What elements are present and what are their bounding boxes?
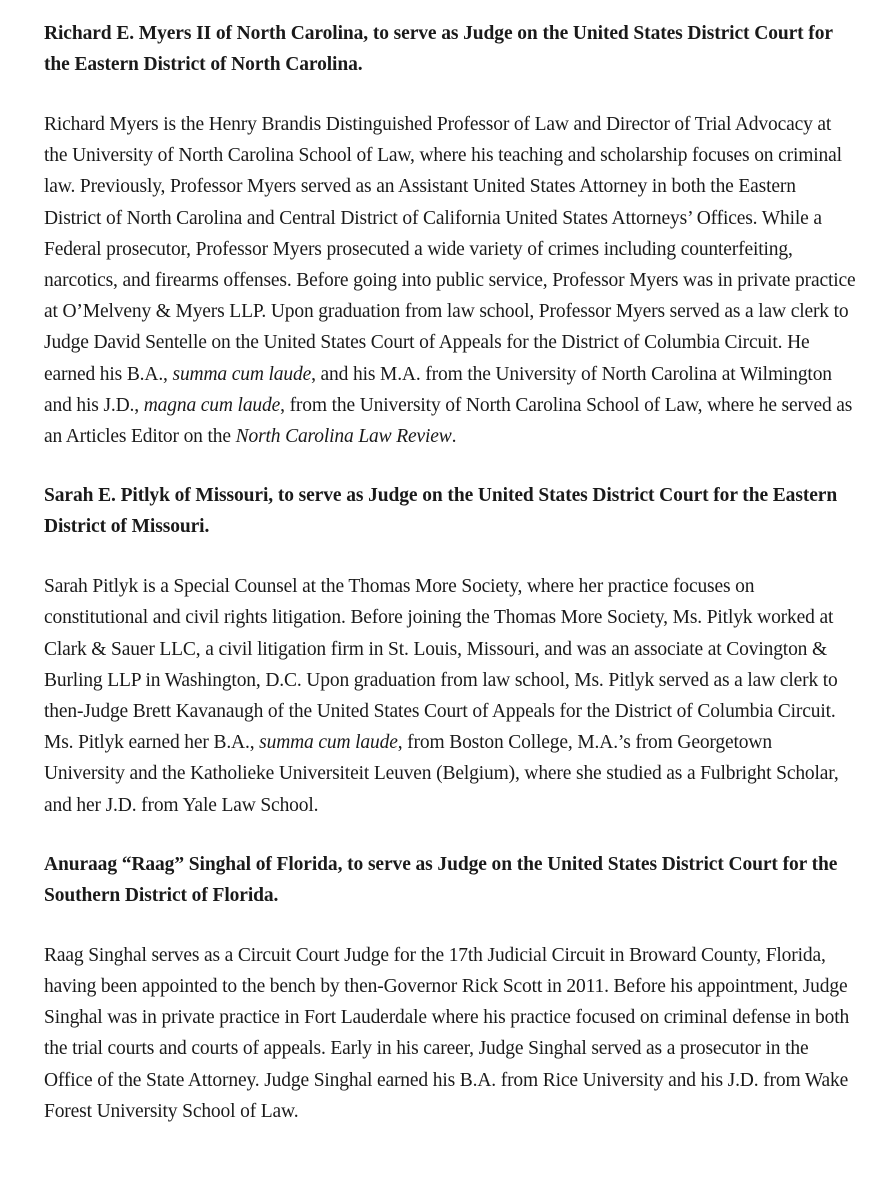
bio-italic-text: summa cum laude xyxy=(172,363,312,385)
nominee-section-myers xyxy=(44,18,856,452)
bio-text: Sarah Pitlyk is a Special Counsel at the Thomas More Society, where her practice focuses on constitutional and civil rights litigation. Before joining the Thomas More Society, Ms. Pitlyk worked at Clark & Sauer LLC, a civil litigation firm in St. Louis, Missouri, and was an associate at Covington & Burling LLP in Washington, D.C. Upon graduation from law school, Ms. Pitlyk served as a law clerk to then-Judge Brett Kavanaugh of the United States Court of Appeals for the District of Columbia Circuit. Ms. Pitlyk earned her B.A., xyxy=(44,576,838,754)
nominee-heading: Sarah E. Pitlyk of Missouri, to serve as Judge on the United States District Court for the Eastern District of Missouri. xyxy=(44,485,838,538)
bio-text: , from the University of North Carolina School of Law, where he served as an Articles Editor on the xyxy=(44,394,853,448)
nominee-section-singhal xyxy=(44,849,856,1127)
nominee-bio xyxy=(44,109,856,452)
bio-text: , and his M.A. from the University of North Carolina at Wilmington and his J.D., xyxy=(44,363,832,416)
bio-text: . xyxy=(451,426,457,448)
bio-text: Raag Singhal serves as a Circuit Court Judge for the 17th Judicial Circuit in Broward County, Florida, having been appointed to the bench by then-Governor Rick Scott in 2011. Before his appointment, Judge Singhal was in private practice in Fort Lauderdale where his practice focused on criminal defense in both the trial courts and courts of appeals. Early in his career, Judge Singhal served as a prosecutor in the Office of the State Attorney. Judge Singhal earned his B.A. from Rice University and his J.D. from Wake Forest University School of Law. xyxy=(44,944,850,1122)
nominee-section-pitlyk xyxy=(44,480,856,821)
bio-text: Richard Myers is the Henry Brandis Distinguished Professor of Law and Director of Trial Advocacy at the University of North Carolina School of Law, where his teaching and scholarship focuses on criminal law. Previously, Professor Myers served as an Assistant United States Attorney in both the Eastern District of North Carolina and Central District of California United States Attorneys’ Offices. While a Federal prosecutor, Professor Myers prosecuted a wide variety of crimes including counterfeiting, narcotics, and firearms offenses. Before going into public service, Professor Myers was in private practice at O’Melveny & Myers LLP. Upon graduation from law school, Professor Myers served as a law clerk to Judge David Sentelle on the United States Court of Appeals for the District of Columbia Circuit. He earned his B.A., xyxy=(44,114,856,385)
nominee-bio xyxy=(44,940,856,1127)
nominee-bio xyxy=(44,571,856,821)
bio-italic-text: North Carolina Law Review xyxy=(235,426,452,448)
bio-italic-text: summa cum laude xyxy=(259,732,398,754)
document-page xyxy=(44,18,856,1127)
nominee-heading: Anuraag “Raag” Singhal of Florida, to serve as Judge on the United States District Court for the Southern District of Florida. xyxy=(44,853,838,906)
nominee-heading: Richard E. Myers II of North Carolina, to serve as Judge on the United States District Court for the Eastern District of North Carolina. xyxy=(44,23,833,75)
bio-italic-text: magna cum laude xyxy=(143,394,281,416)
bio-text: , from Boston College, M.A.’s from Georgetown University and the Katholieke Universiteit Leuven (Belgium), where she studied as a Fulbright Scholar, and her J.D. from Yale Law School. xyxy=(44,732,839,816)
